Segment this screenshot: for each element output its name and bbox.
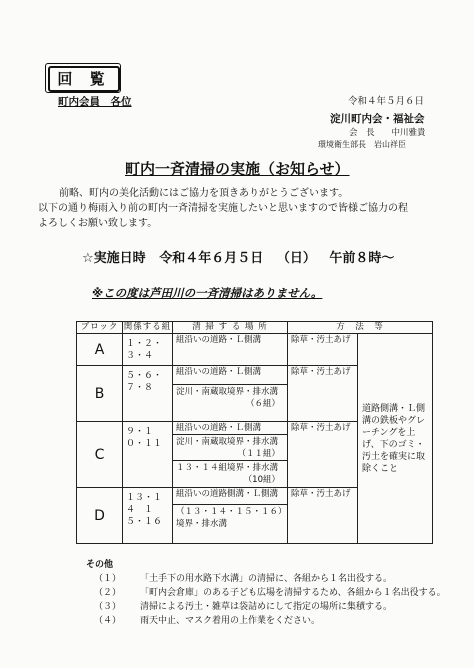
place-a-1: 組沿いの道路・Ｌ側溝	[176, 335, 262, 345]
other-item-4-number: （４）	[94, 616, 122, 626]
place-c-2: 淀川・南蔵取境界・排水溝	[173, 434, 287, 448]
event-label: ☆実施日時	[82, 251, 146, 266]
issue-date: 令和４年５月６日	[348, 96, 425, 107]
page-title: 町内一斉清掃の実施（お知らせ）	[125, 160, 350, 178]
block-c: C	[77, 422, 123, 488]
groups-b: ５・６・７・８	[123, 366, 173, 422]
other-item-1-text: 「土手下の用水路下水溝」の清掃に、各組から１名出役する。	[140, 574, 393, 584]
greeting-line-3: よろしくお願い致します。	[38, 218, 158, 229]
place-b-3: （６組）	[245, 399, 280, 409]
block-b: B	[77, 366, 123, 422]
place-d-2: （１３・１４・１５・１６）	[173, 504, 287, 518]
event-weekday: （日）	[276, 251, 316, 266]
place-c-1: 組沿いの道路・Ｌ側溝	[176, 423, 262, 433]
header-groups: 関係する組	[123, 322, 172, 332]
other-item-1-number: （１）	[94, 574, 122, 584]
signatory-environment: 環境衛生部長 岩山祥臣	[318, 140, 406, 149]
addressee: 町内会員 各位	[58, 96, 132, 108]
block-d: D	[77, 488, 123, 544]
other-item-3	[94, 599, 392, 612]
other-item-2	[94, 585, 446, 598]
block-a: A	[77, 334, 123, 366]
other-item-4	[94, 613, 320, 626]
cleaning-schedule-table	[76, 321, 433, 544]
place-b-2: 淀川・南蔵取境界・排水溝	[173, 384, 287, 398]
other-item-2-text: 「町内会倉庫」のある子ども広場を清掃するため、各組から１名出役する。	[140, 588, 446, 598]
event-date: 令和４年６月５日	[159, 251, 264, 266]
places-a	[173, 334, 288, 366]
method-a: 除草・汚土あげ	[288, 334, 358, 366]
place-c-5: （10組）	[243, 475, 280, 485]
greeting-line-2: 以下の通り梅雨入り前の町内一斉清掃を実施したいと思いますので皆様ご協力の程	[38, 203, 408, 214]
places-b	[173, 366, 288, 422]
greeting-paragraph	[38, 186, 458, 231]
other-item-4-text: 雨天中止、マスク着用の上作業をください。	[140, 616, 321, 626]
event-datetime	[82, 247, 394, 266]
event-time: 午前８時～	[329, 251, 395, 266]
place-d-3: 境界・排水溝	[176, 519, 228, 529]
other-item-3-number: （３）	[94, 602, 122, 612]
notice-text: ※この度は芦田川の一斉清掃はありません。	[92, 286, 323, 300]
cleaning-note: 道路側溝・Ｌ側溝の鉄板やグレーチングを上げ、下のゴミ・汚土を確実に取除くこと	[358, 334, 433, 544]
method-c: 除草・汚土あげ	[288, 422, 358, 488]
others-heading: その他	[86, 560, 114, 570]
header-places: 清 掃 す る 場 所	[173, 322, 288, 334]
organization-name: 淀川町内会・福祉会	[330, 113, 425, 125]
method-b: 除草・汚土あげ	[288, 366, 358, 422]
other-item-1	[94, 571, 392, 584]
method-d: 除草・汚土あげ	[288, 488, 358, 544]
greeting-line-1: 前略、町内の美化活動にはご協力を頂きありがとうございます。	[59, 188, 349, 199]
header-method: 方 法 等	[288, 322, 433, 334]
place-c-3: （１１組）	[237, 449, 280, 459]
groups-d: １３・１４ １５・１６	[123, 488, 173, 544]
header-block: ブロック	[77, 322, 123, 334]
place-d-1: 組沿いの道路側溝・Ｌ側溝	[176, 489, 279, 499]
places-c	[173, 422, 288, 488]
other-item-3-text: 清掃による汚土・雑草は袋詰めにして指定の場所に集積する。	[140, 602, 393, 612]
signatory-president: 会 長 中川雅貴	[349, 128, 426, 138]
table-row-a	[77, 334, 433, 366]
kairan-stamp: 回 覧	[48, 66, 120, 92]
place-b-1: 組沿いの道路・Ｌ側溝	[176, 367, 262, 377]
places-d	[173, 488, 288, 544]
other-item-2-number: （２）	[94, 588, 122, 598]
groups-a: １・２・３・４	[123, 334, 173, 366]
groups-c: ９・１０・１１	[123, 422, 173, 488]
place-c-4: １３・１４組境界・排水溝	[173, 460, 287, 474]
table-header-row	[77, 322, 433, 334]
